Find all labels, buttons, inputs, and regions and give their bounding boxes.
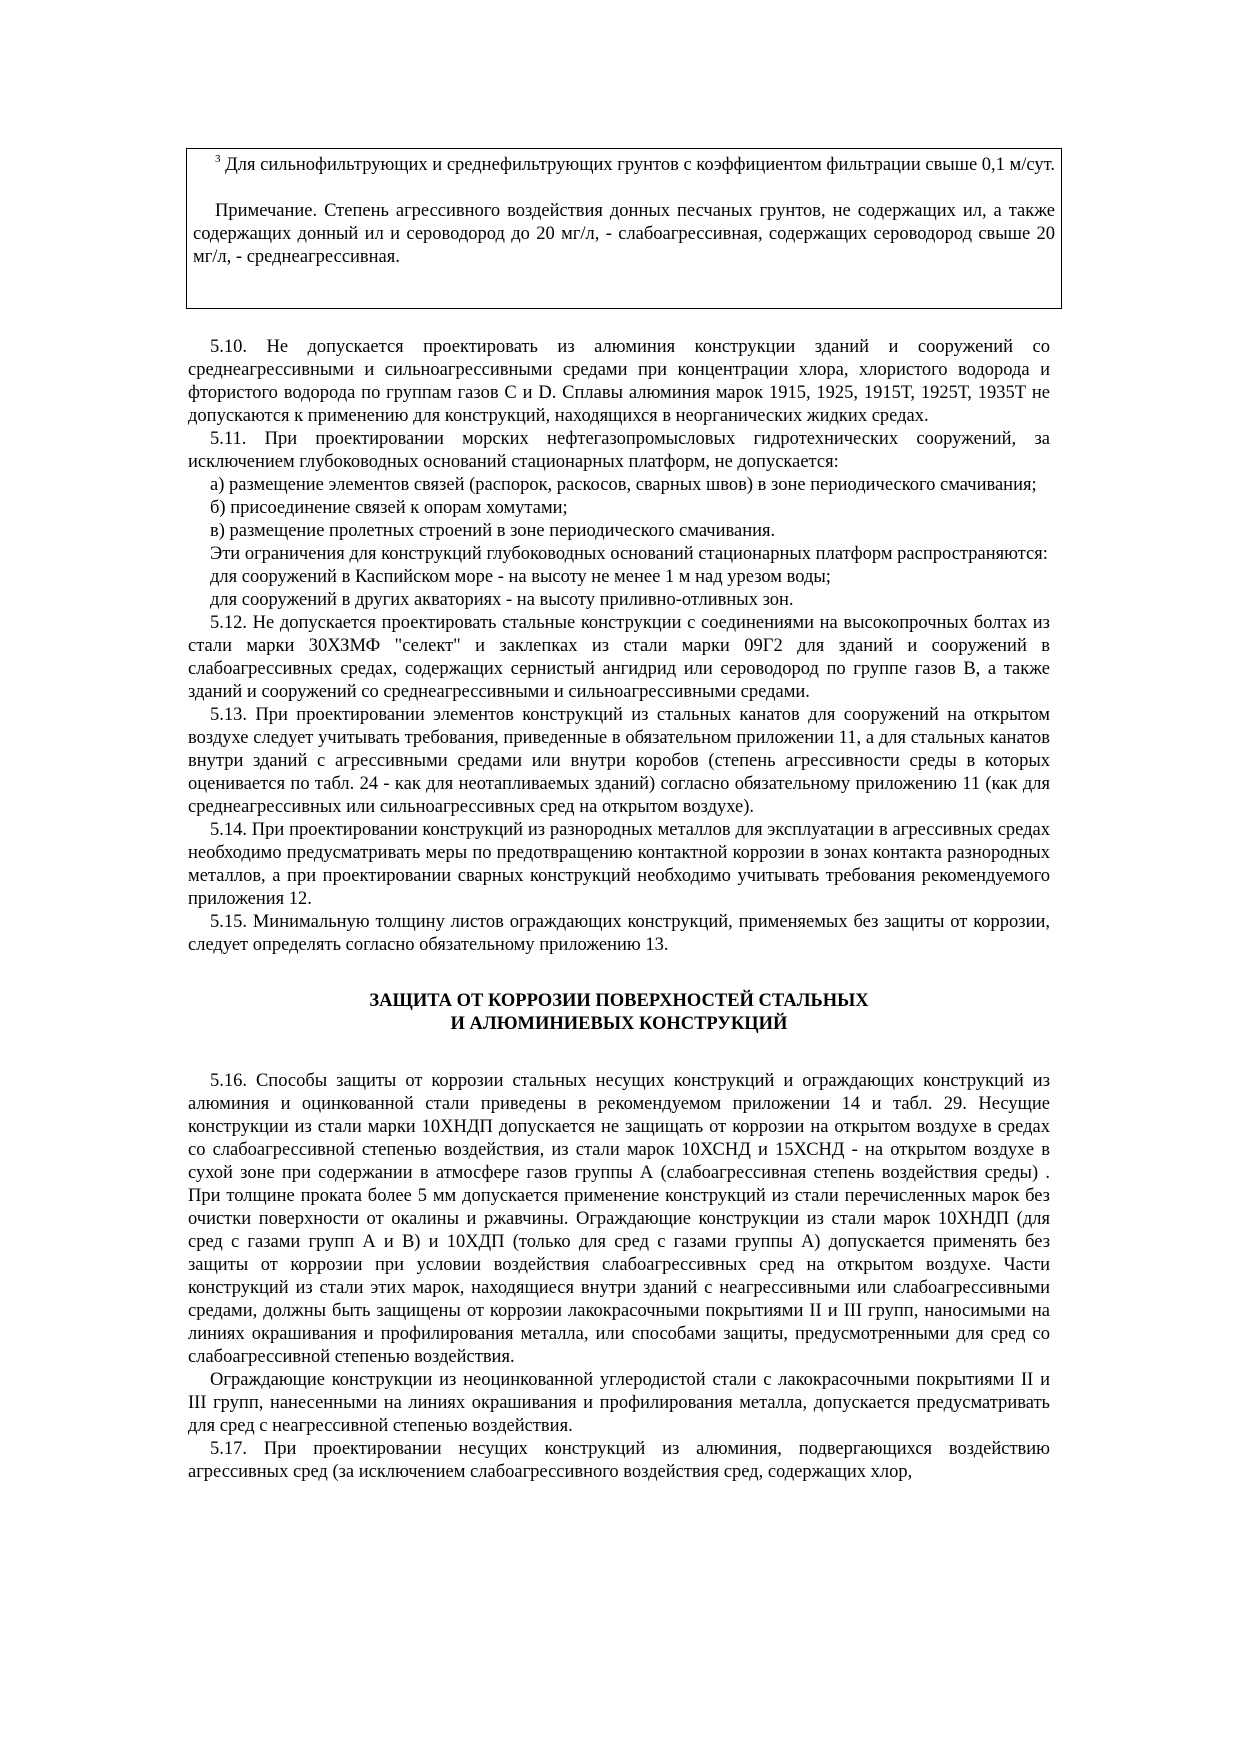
paragraph-restrictions: Эти ограничения для конструкций глубоководных оснований стационарных платформ распространяются: [210, 544, 1048, 564]
paragraph-5-17: 5.17. При проектировании несущих конструкций из алюминия, подвергающихся воздействию агрессивных сред (за исключением слабоагрессивного воздействия сред, содержащих хлор, [188, 1439, 1050, 1482]
paragraph-5-13: 5.13. При проектировании элементов конструкций из стальных канатов для сооружений на открытом воздухе следует учитывать требования, приведенные в обязательном приложении 11, а для стальных канатов внутри зданий с агрессивными средами или внутри коробов (степень агрессивности среды в которых оценивается по табл. 24 - как для неотапливаемых зданий) согласно обязательному приложению 11 (как для среднеагрессивных или сильноагрессивных сред на открытом воздухе). [188, 705, 1050, 817]
paragraph-5-16: 5.16. Способы защиты от коррозии стальных несущих конструкций и ограждающих конструкций из алюминия и оцинкованной стали приведены в рекомендуемом приложении 14 и табл. 29. Несущие конструкции из стали марки 10ХНДП допускается не защищать от коррозии на открытом воздухе в средах со слабоагрессивной степенью воздействия, из стали марок 10ХСНД и 15ХСНД - на открытом воздухе в сухой зоне при содержании в атмосфере газов группы А (слабоагрессивная степень воздействия среды) . При толщине проката более 5 мм допускается применение конструкций из стали перечисленных марок без очистки поверхности от окалины и ржавчины. Ограждающие конструкции из стали марок 10ХНДП (для сред с газами групп А и В) и 10ХДП (только для сред с газами группы А) допускается применять без защиты от коррозии при условии воздействия слабоагрессивных сред на открытом воздухе. Части конструкций из стали этих марок, находящиеся внутри зданий с неагрессивными или слабоагрессивными средами, должны быть защищены от коррозии лакокрасочными покрытиями II и III групп, наносимыми на линиях окрашивания и профилирования металла, или способами защиты, предусмотренными для сред со слабоагрессивной степенью воздействия. [188, 1071, 1050, 1367]
note-remark: Примечание. Степень агрессивного воздействия донных песчаных грунтов, не содержащих ил, а также содержащих донный ил и сероводород до 20 мг/л, - слабоагрессивная, содержащих сероводород свыше 20 мг/л, - среднеагрессивная. [193, 201, 1055, 267]
footnote-marker: 3 [215, 153, 221, 165]
paragraph-other-waters: для сооружений в других акваториях - на высоту приливно-отливных зон. [210, 590, 794, 610]
section-heading [188, 990, 1050, 1036]
paragraph-5-15: 5.15. Минимальную толщину листов ограждающих конструкций, применяемых без защиты от коррозии, следует определять согласно обязательному приложению 13. [188, 912, 1050, 955]
paragraph-5-12: 5.12. Не допускается проектировать стальные конструкции с соединениями на высокопрочных болтах из стали марки 30ХЗМФ "селект" и заклепках из стали марки 09Г2 для зданий и сооружений в слабоагрессивных средах, содержащих сернистый ангидрид или сероводород по группе газов В, а также зданий и сооружений со среднеагрессивными и сильноагрессивными средами. [188, 613, 1050, 702]
list-item-v: в) размещение пролетных строений в зоне периодического смачивания. [210, 521, 776, 541]
section-heading-line2: И АЛЮМИНИЕВЫХ КОНСТРУКЦИЙ [450, 1014, 788, 1034]
footnote-text: Для сильнофильтрующих и среднефильтрующих грунтов с коэффициентом фильтрации свыше 0,1 м/сут. [220, 155, 1055, 175]
footnote [193, 154, 1055, 177]
list-item-b: б) присоединение связей к опорам хомутами; [210, 498, 568, 518]
paragraph-5-10: 5.10. Не допускается проектировать из алюминия конструкции зданий и сооружений со среднеагрессивными и сильноагрессивными средами при концентрации хлора, хлористого водорода и фтористого водорода по группам газов С и D. Сплавы алюминия марок 1915, 1925, 1915Т, 1925Т, 1935Т не допускаются к применению для конструкций, находящихся в неорганических жидких средах. [188, 337, 1050, 426]
paragraph-caspian: для сооружений в Каспийском море - на высоту не менее 1 м над урезом воды; [210, 567, 831, 587]
paragraph-enclosing-structures: Ограждающие конструкции из неоцинкованной углеродистой стали с лакокрасочными покрытиями II и III групп, нанесенными на линиях окрашивания и профилирования металла, допускается предусматривать для сред с неагрессивной степенью воздействия. [188, 1370, 1050, 1436]
section-heading-line1: ЗАЩИТА ОТ КОРРОЗИИ ПОВЕРХНОСТЕЙ СТАЛЬНЫХ [369, 991, 869, 1011]
paragraph-5-11: 5.11. При проектировании морских нефтегазопромысловых гидротехнических сооружений, за исключением глубоководных оснований стационарных платформ, не допускается: [188, 429, 1050, 472]
footnote-box [186, 148, 1062, 309]
list-item-a: а) размещение элементов связей (распорок, раскосов, сварных швов) в зоне периодического смачивания; [210, 475, 1037, 495]
body-text [188, 336, 1050, 1484]
paragraph-5-14: 5.14. При проектировании конструкций из разнородных металлов для эксплуатации в агрессивных средах необходимо предусматривать меры по предотвращению контактной коррозии в зонах контакта разнородных металлов, а при проектировании сварных конструкций необходимо учитывать требования рекомендуемого приложения 12. [188, 820, 1050, 909]
